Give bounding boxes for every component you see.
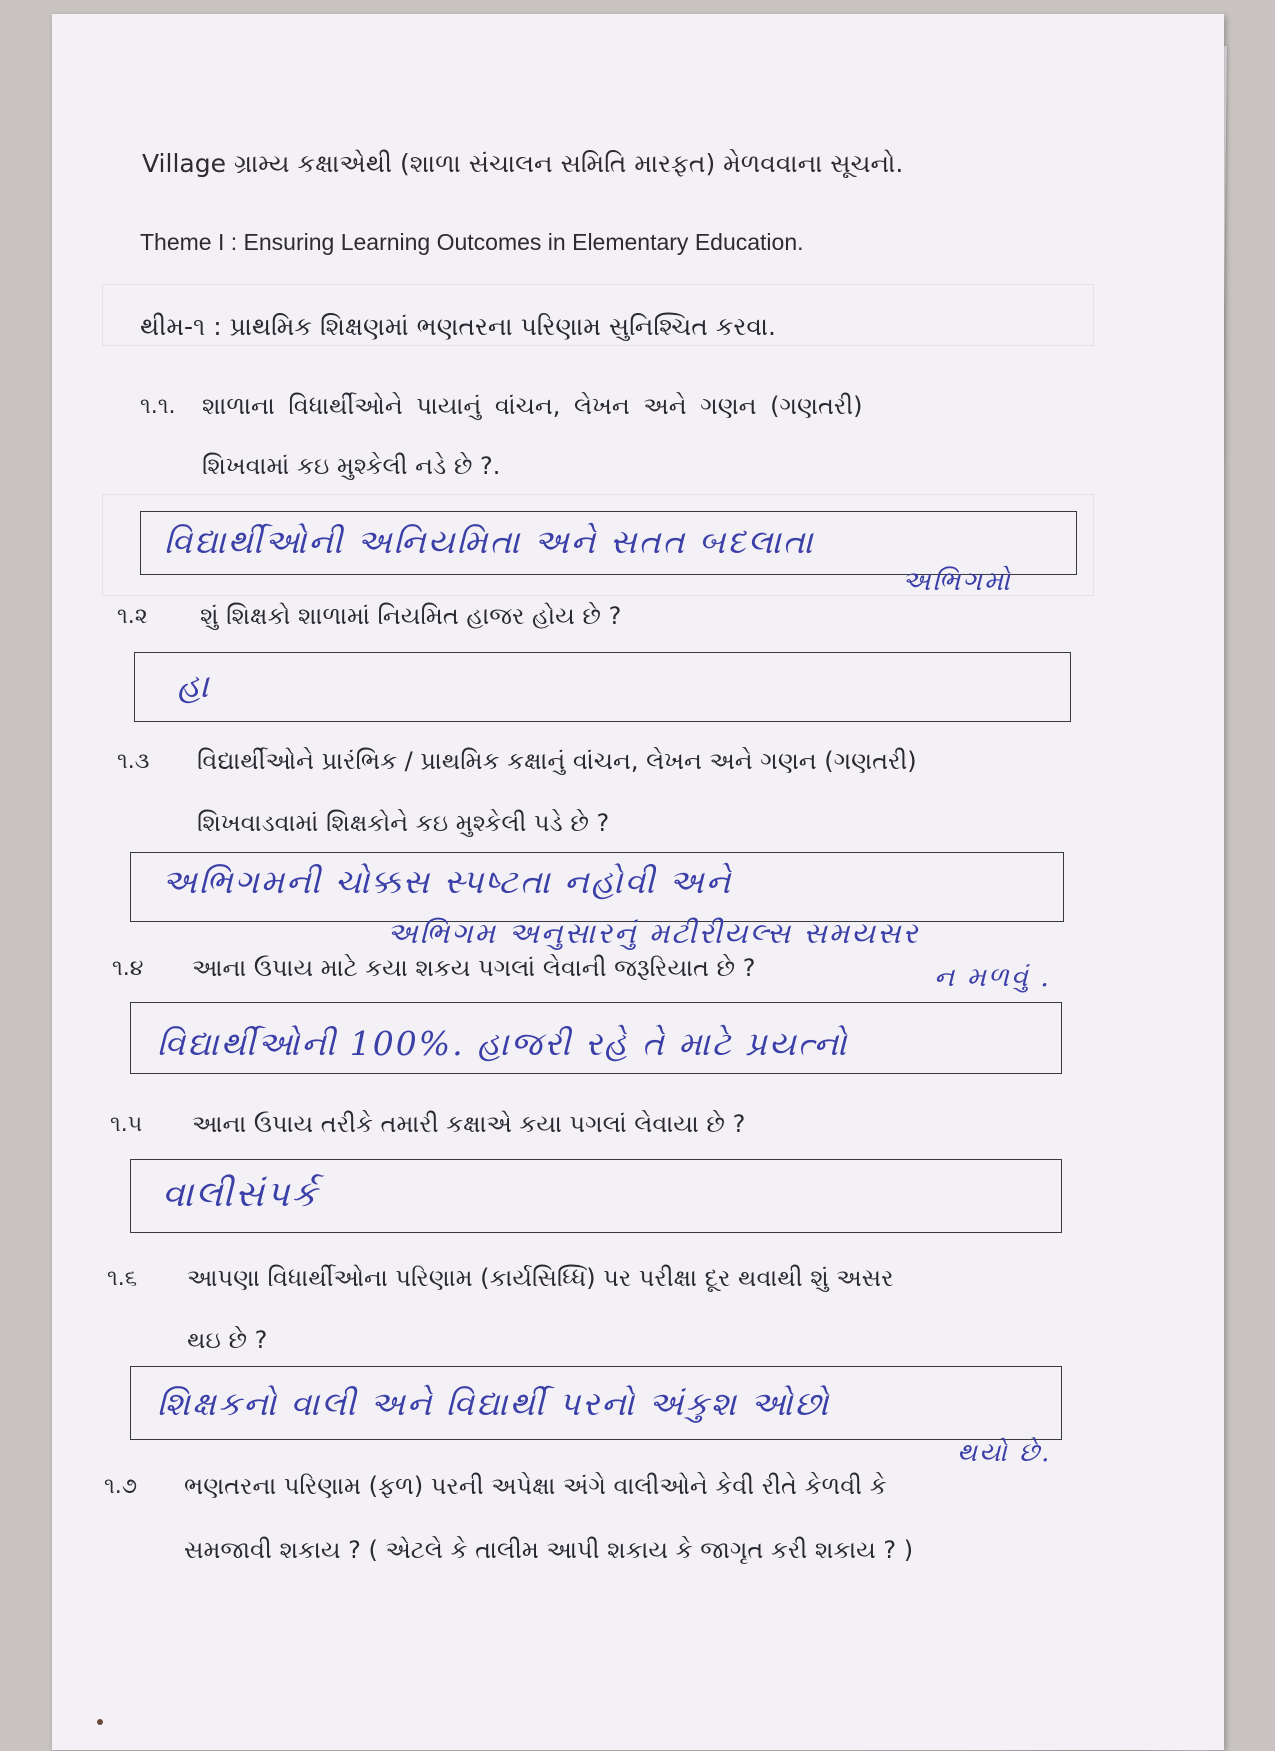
question-text-line: આપણા વિધાર્થીઓના પરિણામ (કાર્યસિધ્ધિ) પર પરીક્ષા દૂર થવાથી શું અસર	[187, 1264, 894, 1292]
question-number: ૧.૪	[112, 956, 144, 981]
question-number: ૧.૧.	[140, 394, 176, 419]
handwritten-answer-line: વાલીસંપર્ક	[162, 1174, 319, 1215]
handwritten-answer-line: વિદ્યાર્થીઓની 100%. હાજરી રહે તે માટે પ્રયત્નો	[157, 1024, 849, 1063]
handwritten-answer-line: અભિગમની ચોક્કસ સ્પષ્ટતા નહોવી અને	[162, 862, 733, 901]
question-number: ૧.૩	[117, 749, 150, 774]
theme-heading-gujarati: થીમ-૧ : પ્રાથમિક શિક્ષણમાં ભણતરના પરિણામ સુનિશ્ચિત કરવા.	[140, 312, 776, 341]
page-title: Village ગ્રામ્ય કક્ષાએથી (શાળા સંચાલન સમિતિ મારફત) મેળવવાના સૂચનો.	[142, 149, 904, 178]
question-text-line: ભણતરના પરિણામ (ફળ) પરની અપેક્ષા અંગે વાલીઓને કેવી રીતે કેળવી કે	[184, 1472, 887, 1500]
question-text-line: આના ઉપાય માટે કયા શકય પગલાં લેવાની જરૂરિયાત છે ?	[192, 954, 756, 982]
handwritten-answer-line: વિદ્યાર્થીઓની અનિયમિતા અને સતત બદલાતા	[164, 522, 815, 561]
handwritten-answer-line: થયો છે.	[957, 1438, 1052, 1468]
question-text-line: આના ઉપાય તરીકે તમારી કક્ષાએ કયા પગલાં લેવાયા છે ?	[192, 1110, 746, 1138]
theme-heading-english: Theme I : Ensuring Learning Outcomes in Elementary Education.	[140, 229, 804, 255]
question-text-line: શાળાના વિધાર્થીઓને પાયાનું વાંચન, લેખન અને ગણન (ગણતરી)	[202, 392, 863, 420]
question-number: ૧.૬	[107, 1266, 138, 1291]
question-number: ૧.૨	[117, 604, 148, 629]
handwritten-answer-line: શિક્ષકનો વાલી અને વિદ્યાર્થી પરનો અંકુશ ઓછો	[157, 1384, 831, 1423]
handwritten-answer-line: અભિગમો	[902, 566, 1012, 597]
question-text-line: શિખવાડવામાં શિક્ષકોને કઇ મુશ્કેલી પડે છે ?	[197, 809, 610, 837]
question-text-line: શિખવામાં કઇ મુશ્કેલી નડે છે ?.	[202, 452, 501, 480]
question-text-line: સમજાવી શકાય ? ( એટલે કે તાલીમ આપી શકાય કે જાગૃત કરી શકાય ? )	[184, 1536, 914, 1564]
answer-box	[134, 652, 1071, 722]
question-text-line: વિદ્યાર્થીઓને પ્રારંભિક / પ્રાથમિક કક્ષાનું વાંચન, લેખન અને ગણન (ગણતરી)	[197, 747, 917, 775]
handwritten-answer-line: ન મળવું .	[934, 962, 1051, 993]
ink-speck	[97, 1719, 103, 1725]
handwritten-answer-line: અભિગમ અનુસારનું મટીરીયલ્સ સમયસર	[387, 916, 920, 950]
question-text-line: શું શિક્ષકો શાળામાં નિયમિત હાજર હોય છે ?	[200, 602, 622, 630]
questionnaire-page	[52, 14, 1224, 1750]
question-number: ૧.૫	[110, 1112, 143, 1137]
question-number: ૧.૭	[104, 1474, 138, 1499]
question-text-line: થઇ છે ?	[187, 1326, 268, 1354]
handwritten-answer-line: હા	[177, 666, 211, 705]
